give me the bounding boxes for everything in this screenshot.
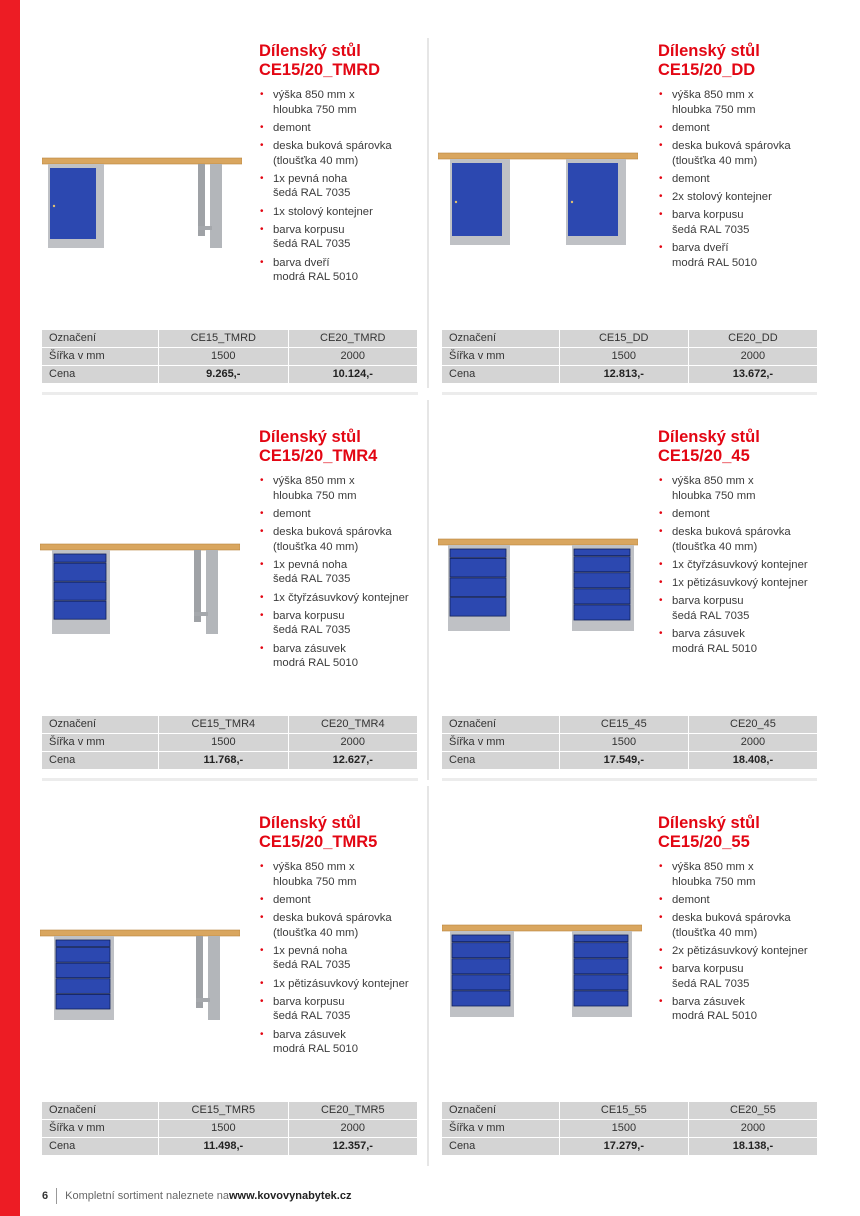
product-text [658,428,808,660]
table-row-price [42,752,417,769]
feature-line: • výška 850 mm x [672,89,754,101]
width-2000: 2000 [689,348,817,365]
product-image [438,120,638,250]
feature-line: (tloušťka 40 mm) [273,540,359,553]
label-width: Šířka v mm [442,348,559,365]
product-image [40,506,240,636]
feature-item [658,576,808,591]
code-1500: CE15_DD [560,330,688,347]
label-price: Cena [42,1138,158,1155]
code-2000: CE20_TMRD [289,330,417,347]
width-1500: 1500 [159,348,287,365]
fixed-leg [210,164,222,248]
feature-line: • 2x pětizásuvkový kontejner [672,944,808,957]
table-row-price [42,1138,417,1155]
column-divider [427,38,429,388]
product-image [438,506,638,636]
feature-item [658,558,808,573]
code-2000: CE20_DD [689,330,817,347]
table-row-code [442,330,817,347]
product-title [658,428,808,466]
feature-item [658,172,791,187]
table-row-width [442,1120,817,1137]
feature-item [259,911,409,940]
wooden-top [438,153,638,159]
feature-line: šedá RAL 7035 [273,187,351,200]
code-1500: CE15_TMRD [159,330,287,347]
label-price: Cena [442,366,559,383]
product-title [658,814,808,852]
label-price: Cena [42,366,158,383]
title-line-2: CE15/20_TMR5 [259,833,378,851]
feature-item [259,944,409,973]
drawer [574,991,628,1006]
feature-item [259,977,409,992]
product-title [259,814,409,852]
feature-line: • demont [273,121,311,134]
workbench-image [42,120,242,250]
feature-item [658,594,808,623]
feature-line: (tloušťka 40 mm) [672,926,758,939]
leg-foot [196,998,210,1002]
title-line-1: Dílenský stůl [259,814,361,832]
price-1500: 11.498,- [159,1138,287,1155]
feature-line: šedá RAL 7035 [273,238,351,251]
drawer [56,963,110,978]
feature-line: modrá RAL 5010 [273,1043,358,1056]
price-table [441,1101,818,1156]
feature-line: • deska buková spárovka [672,140,791,153]
drawer [54,554,106,562]
feature-line: hloubka 750 mm [672,489,756,502]
feature-item [259,205,392,220]
feature-item [658,893,808,908]
code-2000: CE20_45 [689,716,817,733]
feature-item [259,223,392,252]
feature-line: • 1x čtyřzásuvkový kontejner [672,558,808,571]
width-1500: 1500 [159,1120,287,1137]
label-code: Označení [442,1102,559,1119]
door-lock [455,201,457,203]
feature-line: šedá RAL 7035 [273,624,351,637]
feature-list [259,88,392,285]
feature-line: • 1x pětizásuvkový kontejner [672,577,808,590]
table-row-width [42,1120,417,1137]
feature-item [259,642,409,671]
label-price: Cena [442,1138,559,1155]
feature-item [658,190,791,205]
feature-line: šedá RAL 7035 [273,573,351,586]
drawer [574,943,628,958]
table-row-width [442,348,817,365]
product-title [259,428,409,466]
feature-line: šedá RAL 7035 [672,977,750,990]
feature-item [658,208,791,237]
label-width: Šířka v mm [442,1120,559,1137]
feature-line: • barva zásuvek [273,1028,346,1041]
code-1500: CE15_55 [560,1102,688,1119]
price-1500: 11.768,- [159,752,287,769]
feature-list [658,474,808,656]
price-1500: 17.279,- [560,1138,688,1155]
feature-line: • deska buková spárovka [672,912,791,925]
cabinet-door [568,163,618,236]
feature-item [259,256,392,285]
table-row-code [42,330,417,347]
feature-line: šedá RAL 7035 [672,223,750,236]
drawer [452,943,510,958]
label-width: Šířka v mm [42,734,158,751]
table-row-price [42,366,417,383]
price-2000: 12.357,- [289,1138,417,1155]
feature-line: šedá RAL 7035 [672,609,750,622]
wooden-top [442,925,642,931]
feature-item [259,860,409,889]
feature-line: • demont [672,172,710,185]
feature-line: • barva dveří [672,242,729,255]
feature-line: modrá RAL 5010 [672,1010,757,1023]
table-row-code [42,1102,417,1119]
width-2000: 2000 [689,1120,817,1137]
code-1500: CE15_TMR4 [159,716,287,733]
feature-item [259,507,409,522]
drawer [574,959,628,974]
width-1500: 1500 [560,348,688,365]
width-2000: 2000 [689,734,817,751]
price-2000: 18.408,- [689,752,817,769]
code-2000: CE20_55 [689,1102,817,1119]
label-code: Označení [442,330,559,347]
drawer [54,563,106,581]
feature-line: hloubka 750 mm [672,875,756,888]
code-2000: CE20_TMR5 [289,1102,417,1119]
table-row-price [442,752,817,769]
product-text [259,42,392,289]
door-lock [53,205,55,207]
feature-line: hloubka 750 mm [273,103,357,116]
feature-line: (tloušťka 40 mm) [273,926,359,939]
column-divider [427,786,429,1166]
feature-item [658,860,808,889]
leg-brace [196,936,203,1008]
feature-item [658,474,808,503]
column-divider [427,400,429,780]
feature-item [658,121,791,136]
label-code: Označení [42,716,158,733]
feature-line: • 1x pevná noha [273,944,348,957]
product-text [259,428,409,675]
feature-line: • výška 850 mm x [672,861,754,873]
table-row-code [42,716,417,733]
label-width: Šířka v mm [42,348,158,365]
feature-line: • barva zásuvek [273,642,346,655]
drawer [56,940,110,947]
title-line-2: CE15/20_45 [658,447,750,465]
workbench-image [40,892,240,1022]
drawer [450,598,506,617]
feature-line: (tloušťka 40 mm) [672,154,758,167]
feature-item [259,474,409,503]
feature-line: modrá RAL 5010 [672,256,757,269]
title-line-1: Dílenský stůl [658,814,760,832]
feature-item [658,995,808,1024]
feature-line: • 2x stolový kontejner [672,191,772,204]
feature-line: • barva korpusu [672,595,744,608]
label-code: Označení [42,330,158,347]
width-1500: 1500 [159,734,287,751]
feature-item [259,558,409,587]
feature-line: šedá RAL 7035 [273,1010,351,1023]
feature-line: • 1x čtyřzásuvkový kontejner [273,591,409,604]
feature-line: • výška 850 mm x [273,861,355,873]
label-price: Cena [442,752,559,769]
website-link[interactable]: www.kovovynabytek.cz [229,1190,352,1202]
feature-line: modrá RAL 5010 [672,642,757,655]
feature-line: • 1x pevná noha [273,558,348,571]
feature-line: šedá RAL 7035 [273,959,351,972]
drawer [574,975,628,990]
feature-line: • deska buková spárovka [273,526,392,539]
feature-item [259,525,409,554]
product-text [658,814,808,1028]
feature-item [259,893,409,908]
drawer [574,573,630,588]
footer-separator [56,1188,57,1204]
table-row-width [42,348,417,365]
workbench-image [442,892,642,1022]
price-1500: 12.813,- [560,366,688,383]
feature-line: • demont [672,507,710,520]
drawer [452,935,510,942]
feature-item [658,241,791,270]
price-table [441,715,818,770]
title-line-1: Dílenský stůl [259,428,361,446]
feature-list [259,474,409,671]
cabinet-door [452,163,502,236]
feature-line: • demont [672,121,710,134]
drawer [452,975,510,990]
table-row-code [442,1102,817,1119]
width-2000: 2000 [289,1120,417,1137]
feature-item [259,609,409,638]
drawer [56,948,110,963]
leg-brace [198,164,205,236]
drawer [574,589,630,604]
drawer [54,582,106,600]
feature-line: • barva korpusu [672,963,744,976]
label-code: Označení [42,1102,158,1119]
product-image [42,120,242,250]
feature-line: hloubka 750 mm [273,489,357,502]
drawer [450,578,506,597]
title-line-2: CE15/20_TMR4 [259,447,378,465]
title-line-2: CE15/20_55 [658,833,750,851]
feature-line: • demont [672,893,710,906]
feature-line: • výška 850 mm x [672,475,754,487]
drawer [54,601,106,619]
feature-line: (tloušťka 40 mm) [273,154,359,167]
feature-list [259,860,409,1057]
label-width: Šířka v mm [42,1120,158,1137]
feature-item [259,591,409,606]
feature-item [658,911,808,940]
product-title [658,42,791,80]
feature-item [658,962,808,991]
width-2000: 2000 [289,348,417,365]
feature-line: • barva dveří [273,256,330,269]
footer-text: Kompletní sortiment naleznete na [65,1190,229,1202]
product-title [259,42,392,80]
drawer [452,991,510,1006]
label-price: Cena [42,752,158,769]
drawer [56,994,110,1009]
leg-foot [194,612,208,616]
feature-line: • barva korpusu [273,609,345,622]
label-code: Označení [442,716,559,733]
product-image [40,892,240,1022]
feature-line: • 1x pětizásuvkový kontejner [273,977,409,990]
feature-item [259,121,392,136]
title-line-2: CE15/20_DD [658,61,756,79]
feature-item [259,172,392,201]
drawer [574,605,630,620]
drawer [450,558,506,577]
table-row-code [442,716,817,733]
code-1500: CE15_45 [560,716,688,733]
price-table [41,329,418,384]
feature-item [658,525,808,554]
leg-brace [194,550,201,622]
feature-item [259,1028,409,1057]
drawer [574,935,628,942]
drawer [56,979,110,994]
feature-line: • barva zásuvek [672,995,745,1008]
price-2000: 10.124,- [289,366,417,383]
drawer [452,959,510,974]
feature-list [658,860,808,1024]
product-text [658,42,791,274]
fixed-leg [208,936,220,1020]
cabinet-door [50,168,96,239]
title-line-1: Dílenský stůl [658,428,760,446]
label-width: Šířka v mm [442,734,559,751]
page-footer [42,1188,351,1204]
feature-line: • deska buková spárovka [672,526,791,539]
wooden-top [438,539,638,545]
product-image [442,892,642,1022]
feature-item [259,139,392,168]
feature-line: • výška 850 mm x [273,475,355,487]
workbench-image [40,506,240,636]
price-2000: 12.627,- [289,752,417,769]
drawer [574,549,630,556]
feature-line: • barva korpusu [273,995,345,1008]
table-row-width [42,734,417,751]
feature-item [658,627,808,656]
wooden-top [40,544,240,550]
price-1500: 9.265,- [159,366,287,383]
price-2000: 18.138,- [689,1138,817,1155]
leg-foot [198,226,212,230]
width-1500: 1500 [560,1120,688,1137]
feature-line: hloubka 750 mm [273,875,357,888]
feature-line: • barva korpusu [273,223,345,236]
feature-line: hloubka 750 mm [672,103,756,116]
price-1500: 17.549,- [560,752,688,769]
feature-list [658,88,791,270]
page-number: 6 [42,1190,49,1202]
code-1500: CE15_TMR5 [159,1102,287,1119]
title-line-1: Dílenský stůl [658,42,760,60]
feature-item [658,507,808,522]
feature-line: • deska buková spárovka [273,912,392,925]
width-1500: 1500 [560,734,688,751]
feature-item [259,995,409,1024]
wooden-top [40,930,240,936]
code-2000: CE20_TMR4 [289,716,417,733]
feature-line: • 1x stolový kontejner [273,205,373,218]
red-side-bar [0,0,20,1216]
feature-line: • demont [273,893,311,906]
feature-item [259,88,392,117]
price-table [41,715,418,770]
product-text [259,814,409,1061]
table-row-price [442,1138,817,1155]
feature-line: • barva korpusu [672,209,744,222]
feature-item [658,944,808,959]
feature-line: • 1x pevná noha [273,172,348,185]
drawer [574,557,630,572]
table-row-width [442,734,817,751]
price-table [41,1101,418,1156]
feature-item [658,139,791,168]
width-2000: 2000 [289,734,417,751]
feature-line: modrá RAL 5010 [273,657,358,670]
feature-item [658,88,791,117]
wooden-top [42,158,242,164]
door-lock [571,201,573,203]
feature-line: • deska buková spárovka [273,140,392,153]
title-line-1: Dílenský stůl [259,42,361,60]
title-line-2: CE15/20_TMRD [259,61,381,79]
workbench-image [438,120,638,250]
workbench-image [438,506,638,636]
price-2000: 13.672,- [689,366,817,383]
feature-line: modrá RAL 5010 [273,271,358,284]
fixed-leg [206,550,218,634]
feature-line: (tloušťka 40 mm) [672,540,758,553]
drawer [450,549,506,557]
feature-line: • demont [273,507,311,520]
feature-line: • výška 850 mm x [273,89,355,101]
price-table [441,329,818,384]
table-row-price [442,366,817,383]
feature-line: • barva zásuvek [672,628,745,641]
